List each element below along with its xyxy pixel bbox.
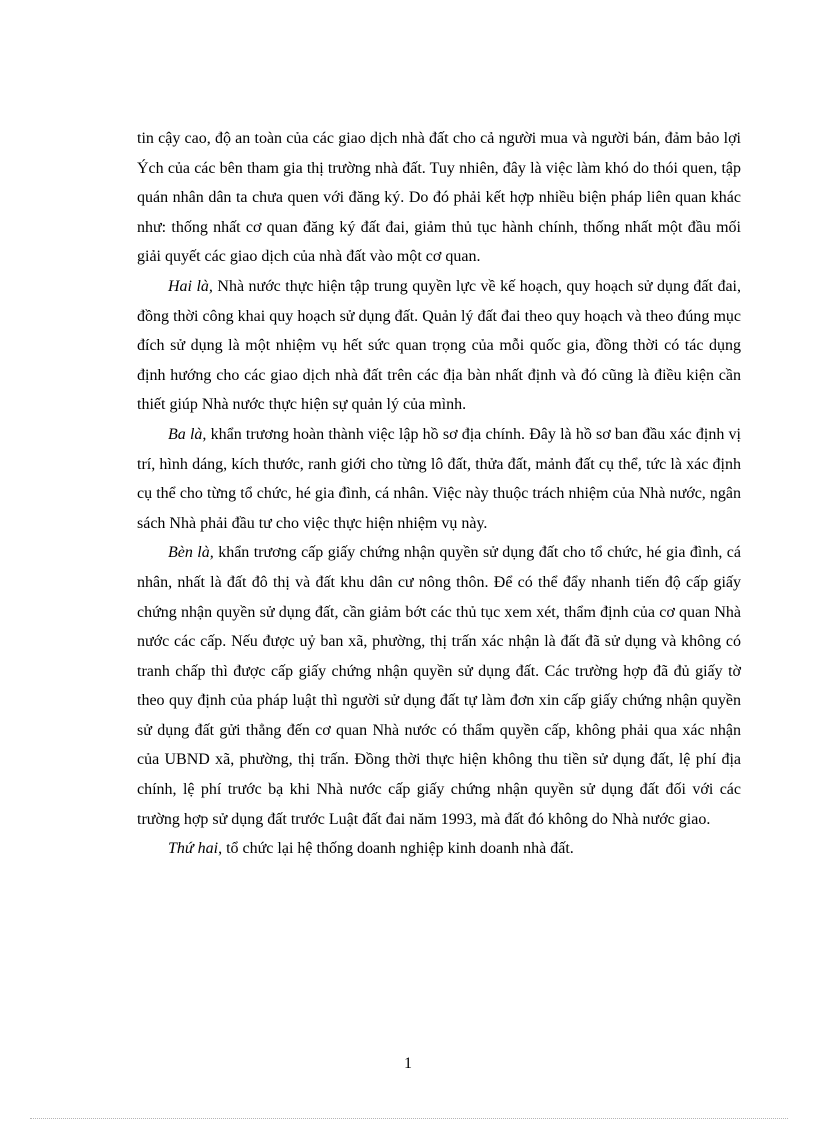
paragraph-text: khẩn trương hoàn thành việc lập hồ sơ địa chính. Đây là hồ sơ ban đầu xác định vị trí, hình dáng, kích thước, ranh giới cho từng lô đất, thửa đất, mảnh đất cụ thể, tức là xác định cụ thể cho từng tổ chức, hé gia đình, cá nhân. Việc này thuộc trách nhiệm của Nhà nước, ngân sách Nhà phải đầu tư cho việc thực hiện nhiệm vụ này. xyxy=(137,425,741,532)
paragraph-lead: Thứ hai xyxy=(168,840,219,858)
paragraph-text: , tổ chức lại hệ thống doanh nghiệp kinh doanh nhà đất. xyxy=(218,840,574,858)
paragraph-ben-la xyxy=(137,538,741,834)
paragraph-lead: Bèn là, xyxy=(168,544,214,562)
paragraph-lead: Hai là, xyxy=(168,277,213,295)
paragraph-text: khẩn trương cấp giấy chứng nhận quyền sử dụng đất cho tổ chức, hé gia đình, cá nhân, nhất là đất đô thị và đất khu dân cư nông thôn. Để có thể đẩy nhanh tiến độ cấp giấy chứng nhận quyền sử dụng đất, cần giảm bớt các thủ tục xem xét, thẩm định của cơ quan Nhà nước các cấp. Nếu được uỷ ban xã, phường, thị trấn xác nhận là đất đã sử dụng và không có tranh chấp thì được cấp giấy chứng nhận quyền sử dụng đất. Các trường hợp đã đủ giấy tờ theo quy định của pháp luật thì người sử dụng đất tự làm đơn xin cấp giấy chứng nhận quyền sử dụng đất gửi thẳng đến cơ quan Nhà nước có thẩm quyền cấp, không phải qua xác nhận của UBND xã, phường, thị trấn. Đồng thời thực hiện không thu tiền sử dụng đất, lệ phí địa chính, lệ phí trước bạ khi Nhà nước cấp giấy chứng nhận quyền sử dụng đất đối với các trường hợp sử dụng đất trước Luật đất đai năm 1993, mà đất đó không do Nhà nước giao. xyxy=(137,544,741,828)
paragraph-ba-la xyxy=(137,420,741,538)
paragraph-lead: Ba là, xyxy=(168,425,207,443)
paragraph-continued xyxy=(137,124,741,272)
page-bottom-divider xyxy=(30,1118,788,1119)
body-text xyxy=(137,124,741,864)
paragraph-text: tin cậy cao, độ an toàn của các giao dịch nhà đất cho cả người mua và người bán, đảm bảo lợi Ých của các bên tham gia thị trường nhà đất. Tuy nhiên, đây là việc làm khó do thói quen, tập quán nhân dân ta chưa quen với đăng ký. Do đó phải kết hợp nhiều biện pháp liên quan khác như: thống nhất cơ quan đăng ký đất đai, giảm thủ tục hành chính, thống nhất một đầu mối giải quyết các giao dịch của nhà đất vào một cơ quan. xyxy=(137,130,741,266)
paragraph-thu-hai xyxy=(137,834,741,864)
page-number: 1 xyxy=(404,1055,412,1072)
paragraph-text: Nhà nước thực hiện tập trung quyền lực về kế hoạch, quy hoạch sử dụng đất đai, đồng thời công khai quy hoạch sử dụng đất. Quản lý đất đai theo quy hoạch và theo đúng mục đích sử dụng là một nhiệm vụ hết sức quan trọng của mỗi quốc gia, đồng thời có tác dụng định hướng cho các giao dịch nhà đất trên các địa bàn nhất định và đó cũng là điều kiện cần thiết giúp Nhà nước thực hiện sự quản lý của mình. xyxy=(137,277,741,414)
paragraph-hai-la xyxy=(137,272,741,420)
